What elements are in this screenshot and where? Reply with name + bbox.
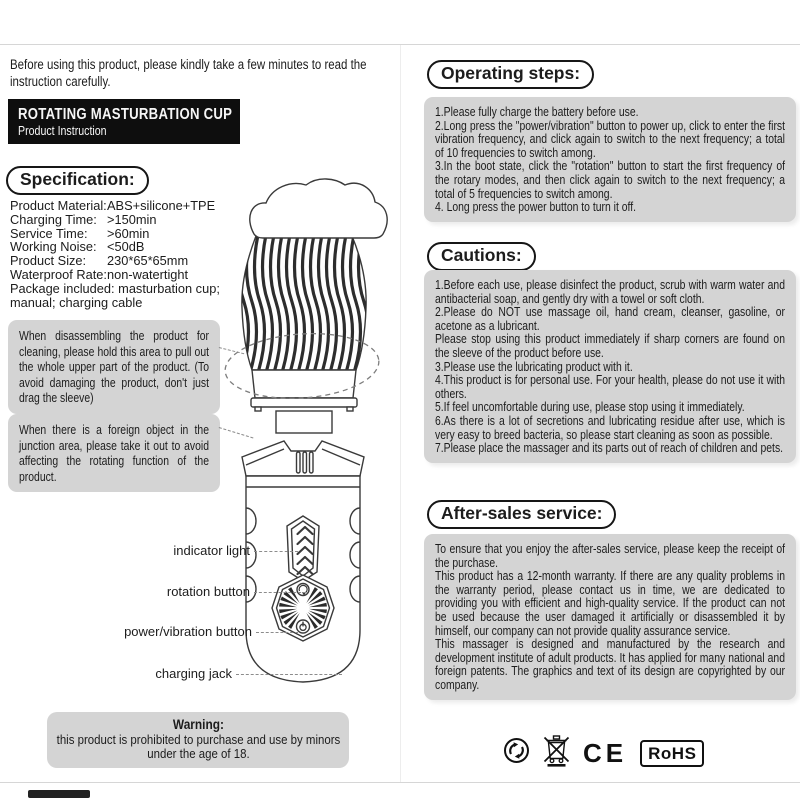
after-sales-paragraph: This product has a 12-month warranty. If there are any quality problems in the warranty period, please contact us in time, we are dedicated to providing you with efficient and high-quality service. If the product can not be used because the user damaged it artificially or disassembled it by himself, our company can not provide quality assurance service. (435, 568, 785, 638)
spec-value: masturbation cup; manual; charging cable (10, 280, 220, 310)
product-title: ROTATING MASTURBATION CUP (18, 106, 233, 123)
leader-charging-jack (236, 674, 342, 675)
ce-mark: CE (583, 738, 628, 768)
junction-connector (276, 411, 332, 433)
after-sales-paragraph: To ensure that you enjoy the after-sales service, please keep the receipt of the purchase. (435, 541, 785, 570)
label-rotation-button: rotation button (166, 584, 250, 599)
operating-step: 4. Long press the power button to turn it off. (435, 199, 637, 215)
specification-heading: Specification: (6, 166, 149, 195)
callout-foreign-object: When there is a foreign object in the junction area, please take it out to avoid affecting the rotating function of the product. (8, 414, 220, 492)
handle-body (242, 441, 364, 682)
weee-bin-icon (543, 734, 570, 772)
spec-label: Waterproof Rate: (10, 266, 107, 282)
operating-step: 2.Long press the "power/vibration" button to power up, click to enter the first vibration frequency, and click again to switch to the next frequency; a total of 10 frequencies to switch among. (435, 117, 785, 160)
spec-row (10, 199, 234, 213)
certification-marks (503, 736, 704, 770)
cup-sleeve (239, 179, 388, 433)
caution-item: 4.This product is for personal use. For your health, please do not use it with others. (435, 372, 785, 401)
caution-item: Please stop using this product immediately if sharp corners are found on the sleeve of the product before use. (435, 331, 785, 360)
spec-label: Product Material: (10, 198, 107, 213)
scan-corner-mark (28, 790, 90, 798)
label-charging-jack: charging jack (155, 666, 232, 681)
power-vibration-button (297, 620, 310, 633)
after-sales-heading: After-sales service: (427, 500, 616, 529)
spec-value: >150min (107, 211, 157, 227)
rotation-button (297, 584, 309, 596)
product-subtitle: Product Instruction (18, 124, 107, 138)
operating-step: 3.In the boot state, click the "rotation" button to start the first frequency of the rotary modes, and then click again to switch to the next frequency; a total of 5 frequencies to switch among. (435, 158, 785, 201)
leader-indicator-light (254, 551, 298, 552)
spec-label: Working Noise: (10, 239, 97, 255)
spec-row (10, 268, 234, 282)
after-sales-box (424, 534, 796, 700)
spec-row (10, 213, 234, 227)
operating-steps-box (424, 97, 796, 222)
spec-label: Service Time: (10, 225, 88, 241)
intro-text: Before using this product, please kindly take a few minutes to read the instruction carefully. (10, 57, 367, 89)
caution-item: 6.As there is a lot of secretions and lubricating residue after use, which is very easy to breed bacteria, so please start cleaning as soon as possible. (435, 412, 785, 442)
spec-value: >60min (107, 225, 150, 241)
warning-heading: Warning: (172, 717, 224, 732)
operating-steps-heading: Operating steps: (427, 60, 594, 89)
spec-value: <50dB (107, 239, 145, 255)
cup-bottom-band (252, 370, 356, 398)
after-sales-paragraph: This massager is designed and manufactured by the research and development institute of adult products. It has applied for many national and foreign patents. The graphics and text of its design are copyrighted by our company. (435, 636, 785, 692)
caution-item: 5.If feel uncomfortable during use, please stop using it immediately. (435, 399, 745, 415)
cautions-box (424, 270, 796, 463)
cautions-heading: Cautions: (427, 242, 536, 271)
spec-row (10, 240, 234, 254)
spec-table (10, 199, 234, 309)
rohs-badge: RoHS (640, 740, 704, 767)
cup-cap (250, 179, 387, 238)
caution-item: 3.Please use the lubricating product with it. (435, 358, 633, 374)
spec-value: non-watertight (107, 266, 189, 282)
warning-box (47, 712, 349, 768)
spec-row (10, 282, 234, 310)
spec-value: ABS+silicone+TPE (107, 198, 216, 213)
cup-base-plate (251, 398, 357, 407)
base-tab (255, 407, 261, 411)
spec-value: 230*65*65mm (107, 253, 189, 269)
spec-label: Package included: (10, 280, 115, 296)
leader-power-vibration-button (256, 632, 298, 633)
caution-item: 2.Please do NOT use massage oil, hand cream, cleanser, gasoline, or acetone as a lubricant. (435, 304, 785, 333)
page-bottom-rule (0, 782, 800, 783)
title-bar (8, 99, 240, 144)
base-tab (347, 407, 353, 411)
callout-disassembly: When disassembling the product for cleaning, please hold this area to pull out the whole upper part of the product. (To avoid damaging the product, don't just drag the sleeve) (8, 320, 220, 414)
caution-item: 1.Before each use, please disinfect the product, scrub with warm water and antibacterial soap, and gently dry with a towel or soft cloth. (435, 277, 785, 306)
spec-label: Product Size: (10, 253, 87, 269)
caution-item: 7.Please place the massager and its parts out of reach of children and pets. (435, 440, 784, 456)
spec-label: Charging Time: (10, 211, 97, 227)
green-dot-recycle-icon (503, 737, 530, 769)
label-power-vibration-button: power/vibration button (124, 624, 252, 639)
spec-row (10, 254, 234, 268)
label-indicator-light: indicator light (173, 543, 250, 558)
leader-rotation-button (254, 592, 306, 593)
spec-row (10, 227, 234, 241)
warning-text: this product is prohibited to purchase and use by minors under the age of 18. (56, 731, 340, 761)
operating-step: 1.Please fully charge the battery before use. (435, 104, 639, 119)
